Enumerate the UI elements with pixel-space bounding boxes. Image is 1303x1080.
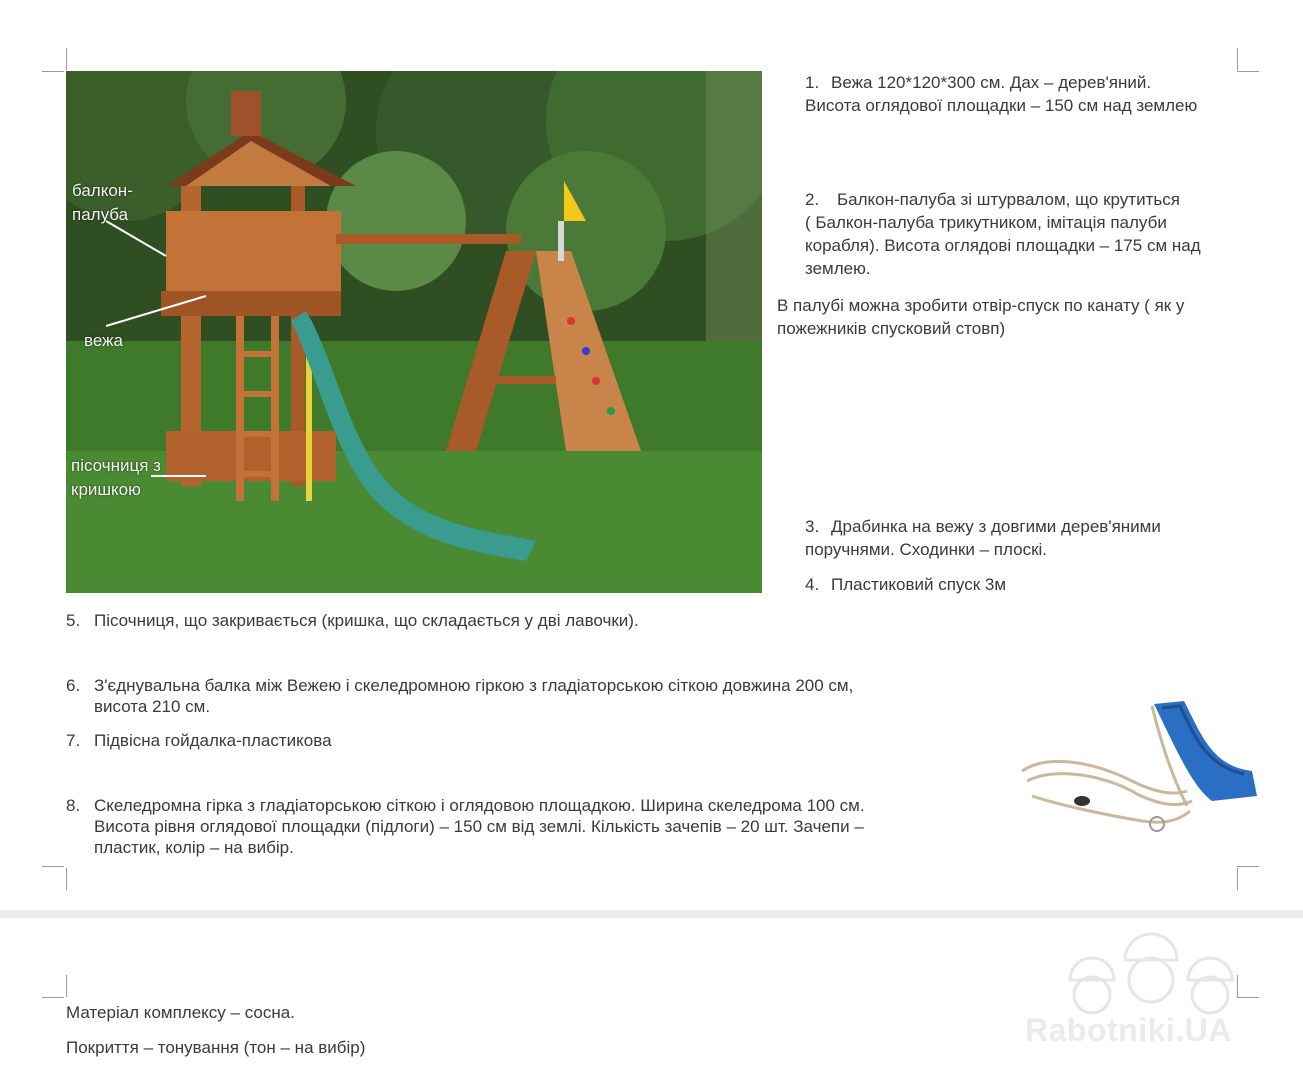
item-number: 5. <box>66 611 81 630</box>
crop-mark <box>66 868 67 890</box>
playground-illustration <box>66 71 762 593</box>
item-text: Підвісна гойдалка-пластикова <box>94 731 332 750</box>
photo-label-tower: вежа <box>84 331 123 350</box>
swing-seat-image <box>1012 696 1262 856</box>
material-text: Матеріал комплексу – сосна. <box>66 1003 295 1022</box>
item-text-continuation: висота 210 см. <box>94 697 211 716</box>
crop-mark <box>1237 71 1259 72</box>
crop-mark <box>42 866 64 867</box>
item-3 <box>805 515 1225 561</box>
item-6 <box>66 675 986 717</box>
item-number: 3. <box>805 517 820 536</box>
playground-photo <box>66 71 762 593</box>
crop-mark <box>1237 866 1259 867</box>
item-2 <box>805 188 1225 280</box>
item-text-continuation: ( Балкон-палуба трикутником, імітація палуби корабля). Висота оглядові площадки – 175 см над землею. <box>805 213 1201 278</box>
crop-mark <box>1237 868 1238 890</box>
item-7 <box>66 729 966 752</box>
item-text: Скеледромна гірка з гладіаторською сіткою і оглядовою площадкою. Ширина скеледрома 100 см. <box>94 796 865 815</box>
crop-mark <box>42 71 64 72</box>
item-number: 2. <box>805 190 820 209</box>
item-text-continuation: Висота оглядової площадки – 150 см над землею <box>805 96 1198 115</box>
item-4 <box>805 573 1225 596</box>
crop-mark <box>66 48 67 70</box>
crop-mark <box>1237 48 1238 70</box>
item-number: 4. <box>805 575 820 594</box>
item-1 <box>805 71 1225 117</box>
item-5 <box>66 609 966 632</box>
item-text: З'єднувальна балка між Вежею і скеледромною гіркою з гладіаторською сіткою довжина 200 см, <box>94 676 854 695</box>
watermark-text: Rabotniki.UA <box>1025 1012 1232 1048</box>
item-number: 8. <box>66 796 81 815</box>
item-number: 7. <box>66 731 81 750</box>
item-text: Драбинка на вежу з довгими дерев'яними <box>831 517 1161 536</box>
item-number: 1. <box>805 73 820 92</box>
photo-label-sandbox: пісочниця з кришкою <box>71 456 161 499</box>
coating-text: Покриття – тонування (тон – на вибір) <box>66 1038 366 1057</box>
item-8 <box>66 795 996 858</box>
crop-mark <box>66 975 67 997</box>
item-text: Вежа 120*120*300 см. Дах – дерев'яний. <box>831 73 1152 92</box>
deck-note: В палубі можна зробити отвір-спуск по канату ( як у пожежників спусковий стовп) <box>777 296 1185 338</box>
item-text: Балкон-палуба зі штурвалом, що крутиться <box>837 190 1180 209</box>
item-text: Пісочниця, що закривається (кришка, що складається у дві лавочки). <box>94 611 639 630</box>
item-number: 6. <box>66 676 81 695</box>
photo-label-balcony: балкон- палуба <box>72 181 133 224</box>
item-text-continuation: Висота рівня оглядової площадки (підлоги) – 150 см від землі. Кількість зачепів – 20 шт. Зачепи – <box>94 817 864 836</box>
item-text-continuation: пластик, колір – на вибір. <box>94 838 294 857</box>
crop-mark <box>42 997 64 998</box>
item-text: Пластиковий спуск 3м <box>831 575 1007 594</box>
page-separator <box>0 910 1303 918</box>
item-text-continuation: поручнями. Сходинки – плоскі. <box>805 540 1048 559</box>
